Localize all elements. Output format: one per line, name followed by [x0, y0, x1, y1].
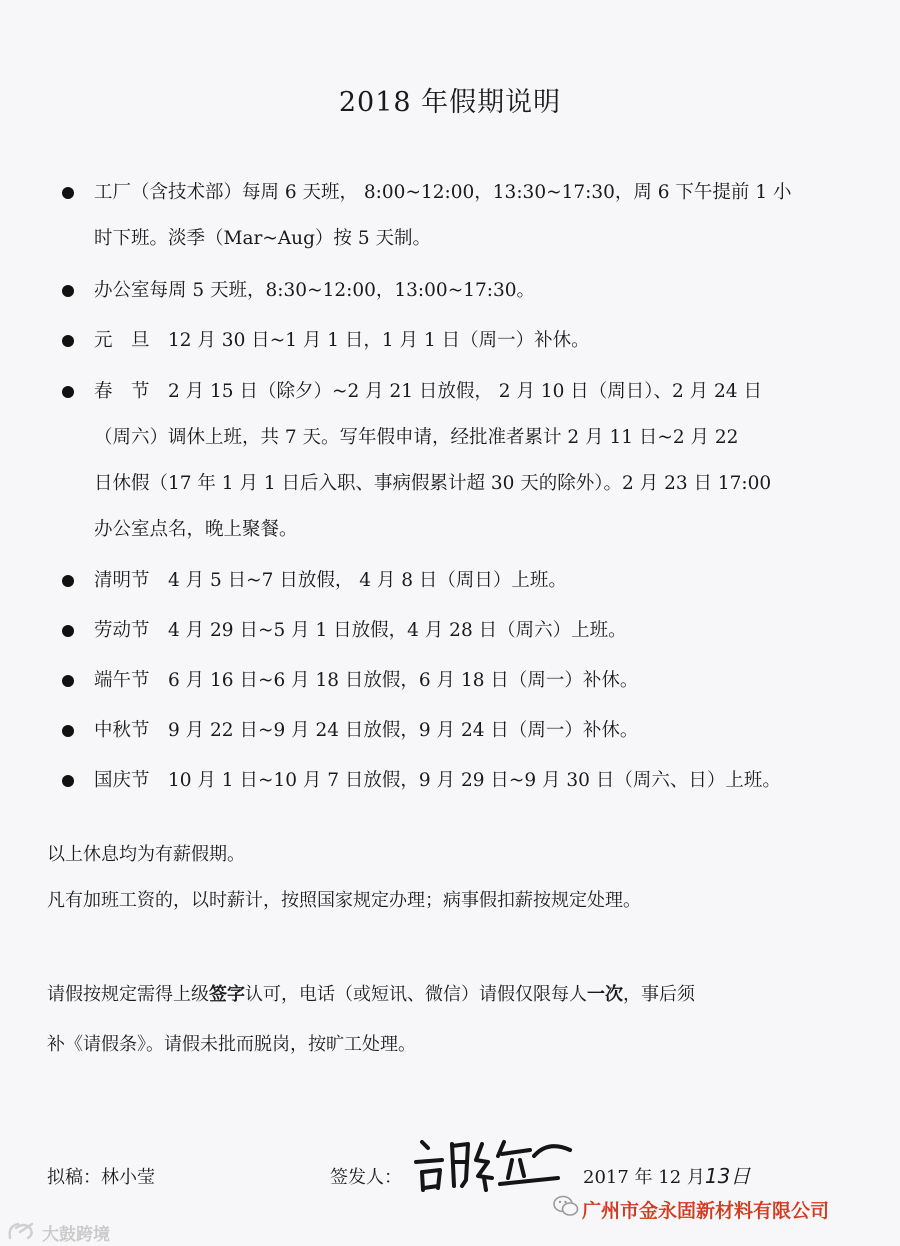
issue-date: 2017 年 12 月13日	[583, 1164, 751, 1188]
leave-policy-line-2: 补《请假条》。请假未批而脱岗，按旷工处理。	[47, 1034, 416, 1055]
bullet-icon	[62, 775, 74, 787]
signer-label: 签发人：	[330, 1167, 402, 1188]
drafter: 拟稿：林小莹	[47, 1167, 155, 1188]
document-title: 2018 年假期说明	[338, 87, 562, 118]
handwritten-day: 13日	[704, 1164, 751, 1188]
list-item-office: 办公室每周 5 天班，8:30~12:00，13:00~17:30。	[60, 268, 850, 314]
bullet-icon	[62, 187, 74, 199]
handwritten-signature	[408, 1120, 578, 1200]
emphasis-once: 一次	[587, 984, 623, 1005]
list-item-new-year: 元 旦 12 月 30 日~1 月 1 日，1 月 1 日（周一）补休。	[60, 318, 850, 364]
list-item-labor-day: 劳动节 4 月 29 日~5 月 1 日放假，4 月 28 日（周六）上班。	[60, 608, 850, 654]
watermark-logo-icon	[6, 1220, 36, 1242]
list-item-national-day: 国庆节 10 月 1 日~10 月 7 日放假，9 月 29 日~9 月 30 日（周六、日）上班。	[60, 758, 850, 804]
list-item-factory: 工厂（含技术部）每周 6 天班， 8:00~12:00，13:30~17:30，周 6 下午提前 1 小 时下班。淡季（Mar~Aug）按 5 天制。	[60, 170, 850, 262]
watermark-text: 大鼓跨境	[42, 1225, 110, 1245]
bullet-icon	[62, 575, 74, 587]
leave-policy	[47, 970, 857, 1070]
wechat-icon	[553, 1194, 579, 1218]
note-paid-holidays: 以上休息均为有薪假期。	[47, 844, 245, 865]
list-item-mid-autumn: 中秋节 9 月 22 日~9 月 24 日放假，9 月 24 日（周一）补休。	[60, 708, 850, 754]
bullet-icon	[62, 675, 74, 687]
leave-policy-line-1: 请假按规定需得上级签字认可，电话（或短讯、微信）请假仅限每人一次，事后须	[47, 984, 695, 1005]
bullet-icon	[62, 625, 74, 637]
paid-leave-notes	[47, 832, 857, 924]
emphasis-signature: 签字	[209, 984, 245, 1005]
note-overtime: 凡有加班工资的，以时薪计，按照国家规定办理；病事假扣薪按规定处理。	[47, 890, 641, 911]
bullet-icon	[62, 335, 74, 347]
bullet-icon	[62, 725, 74, 737]
bullet-icon	[62, 386, 74, 398]
bullet-icon	[62, 285, 74, 297]
holiday-list	[60, 170, 850, 804]
list-item-qingming: 清明节 4 月 5 日~7 日放假， 4 月 8 日（周日）上班。	[60, 558, 850, 604]
list-item-spring-festival: 春 节 2 月 15 日（除夕）~2 月 21 日放假， 2 月 10 日（周日）、2 月 24 日 （周六）调休上班，共 7 天。写年假申请，经批准者累计 2 月 11 日~2 月 22 日休假（17 年 1 月 1 日后入职、事病假累计超 30 天的除外）。2 月 23 日 17:00 办公室点名，晚上聚餐。	[60, 369, 850, 553]
list-item-dragon-boat: 端午节 6 月 16 日~6 月 18 日放假，6 月 18 日（周一）补休。	[60, 658, 850, 704]
company-name: 广州市金永固新材料有限公司	[582, 1200, 830, 1222]
